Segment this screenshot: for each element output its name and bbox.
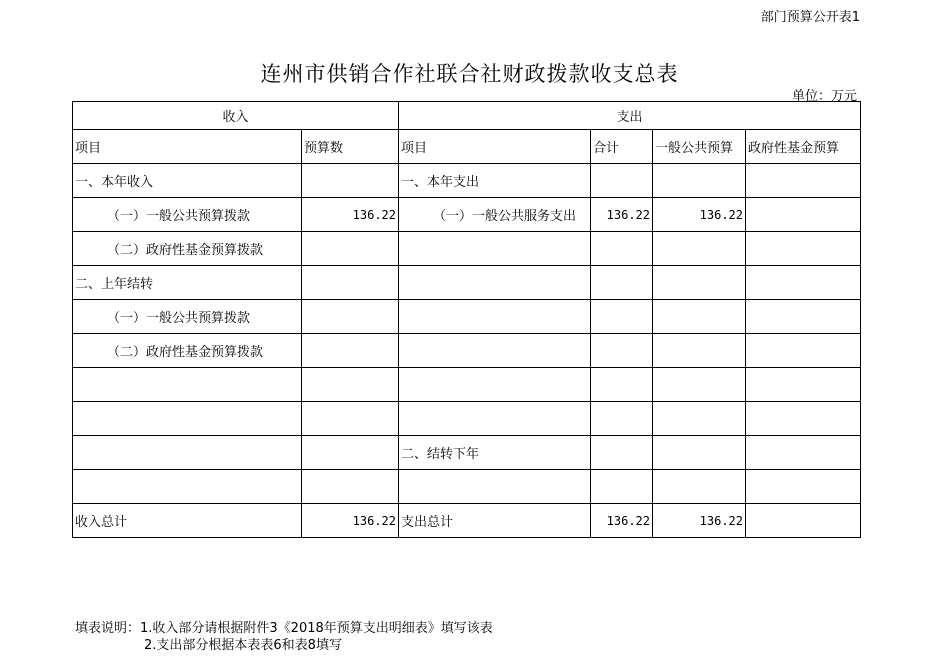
filling-notes <box>75 620 493 654</box>
unit-label: 单位：万元 <box>791 89 857 104</box>
expense-fund-cell <box>746 470 861 504</box>
income-section-header: 收入 <box>73 102 399 130</box>
expense-total-cell <box>591 300 653 334</box>
income-item-cell: 二、上年结转 <box>73 266 302 300</box>
table-row <box>73 504 861 538</box>
expense-general-cell <box>653 232 746 266</box>
table-row <box>73 232 861 266</box>
expense-general-cell <box>653 402 746 436</box>
expense-general-cell <box>653 300 746 334</box>
expense-fund-cell <box>746 198 861 232</box>
expense-item-cell: 一、本年支出 <box>399 164 591 198</box>
expense-total-cell <box>591 436 653 470</box>
budget-table <box>72 101 861 538</box>
expense-item-cell <box>399 300 591 334</box>
section-header-row <box>73 102 861 130</box>
table-row <box>73 470 861 504</box>
income-budget-cell: 136.22 <box>302 198 399 232</box>
expense-fund-cell <box>746 334 861 368</box>
expense-total-cell <box>591 368 653 402</box>
income-budget-cell <box>302 266 399 300</box>
expense-general-cell <box>653 164 746 198</box>
expense-total-cell <box>591 334 653 368</box>
income-item-cell: 收入总计 <box>73 504 302 538</box>
expense-general-cell <box>653 436 746 470</box>
table-row <box>73 198 861 232</box>
income-budget-cell <box>302 164 399 198</box>
income-item-cell <box>73 402 302 436</box>
expense-item-cell <box>399 266 591 300</box>
expense-total-cell <box>591 232 653 266</box>
income-budget-cell <box>302 368 399 402</box>
note-line-2: 2.支出部分根据本表表6和表8填写 <box>144 638 342 653</box>
expense-item-cell <box>399 368 591 402</box>
income-budget-cell: 136.22 <box>302 504 399 538</box>
income-item-cell <box>73 368 302 402</box>
income-budget-header: 预算数 <box>302 130 399 164</box>
expense-fund-cell <box>746 164 861 198</box>
expense-total-cell: 136.22 <box>591 198 653 232</box>
expense-general-cell: 136.22 <box>653 504 746 538</box>
income-item-cell: （一）一般公共预算拨款 <box>73 198 302 232</box>
expense-general-cell <box>653 266 746 300</box>
income-item-cell: 一、本年收入 <box>73 164 302 198</box>
expense-fund-cell <box>746 436 861 470</box>
income-budget-cell <box>302 402 399 436</box>
expense-item-cell: 二、结转下年 <box>399 436 591 470</box>
form-number: 部门预算公开表1 <box>760 10 860 25</box>
expense-general-cell <box>653 470 746 504</box>
table-row <box>73 436 861 470</box>
income-budget-cell <box>302 300 399 334</box>
table-row <box>73 266 861 300</box>
expense-item-cell: （一）一般公共服务支出 <box>399 198 591 232</box>
expense-total-cell <box>591 266 653 300</box>
expense-item-cell <box>399 334 591 368</box>
expense-fund-cell <box>746 232 861 266</box>
table-row <box>73 402 861 436</box>
expense-total-cell <box>591 164 653 198</box>
income-budget-cell <box>302 232 399 266</box>
expense-fund-cell <box>746 266 861 300</box>
expense-general-cell <box>653 334 746 368</box>
expense-item-cell: 支出总计 <box>399 504 591 538</box>
income-item-header: 项目 <box>73 130 302 164</box>
expense-fund-cell <box>746 402 861 436</box>
expense-section-header: 支出 <box>399 102 861 130</box>
income-item-cell: （二）政府性基金预算拨款 <box>73 334 302 368</box>
table-row <box>73 334 861 368</box>
expense-item-cell <box>399 402 591 436</box>
expense-general-header: 一般公共预算 <box>653 130 746 164</box>
income-budget-cell <box>302 470 399 504</box>
table-row <box>73 368 861 402</box>
income-budget-cell <box>302 436 399 470</box>
expense-general-cell <box>653 368 746 402</box>
expense-fund-header: 政府性基金预算 <box>746 130 861 164</box>
expense-total-cell <box>591 402 653 436</box>
table-row <box>73 164 861 198</box>
income-item-cell: （一）一般公共预算拨款 <box>73 300 302 334</box>
expense-item-cell <box>399 470 591 504</box>
expense-fund-cell <box>746 504 861 538</box>
income-budget-cell <box>302 334 399 368</box>
table-row <box>73 300 861 334</box>
expense-total-cell <box>591 470 653 504</box>
column-header-row <box>73 130 861 164</box>
note-line-1: 填表说明：1.收入部分请根据附件3《2018年预算支出明细表》填写该表 <box>75 621 493 636</box>
expense-item-cell <box>399 232 591 266</box>
income-item-cell: （二）政府性基金预算拨款 <box>73 232 302 266</box>
page-title: 连州市供销合作社联合社财政拨款收支总表 <box>260 62 679 86</box>
expense-fund-cell <box>746 300 861 334</box>
expense-fund-cell <box>746 368 861 402</box>
income-item-cell <box>73 436 302 470</box>
expense-item-header: 项目 <box>399 130 591 164</box>
expense-general-cell: 136.22 <box>653 198 746 232</box>
expense-total-cell: 136.22 <box>591 504 653 538</box>
income-item-cell <box>73 470 302 504</box>
expense-total-header: 合计 <box>591 130 653 164</box>
